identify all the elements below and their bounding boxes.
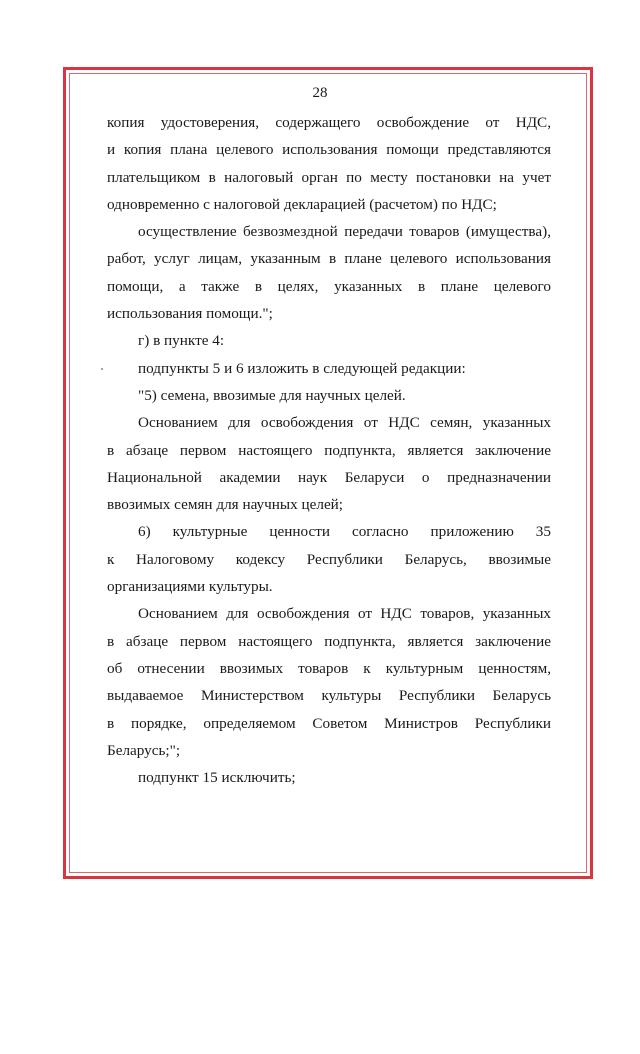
text-line: ввозимых семян для научных целей; (107, 496, 344, 514)
text-line: копия удостоверения, содержащего освобождение от НДС, (107, 114, 551, 131)
text-line: Беларусь;"; (107, 741, 181, 759)
text-line: одновременно с налоговой декларацией (расчетом) по НДС; (107, 195, 497, 213)
text-line: работ, услуг лицам, указанным в плане целевого использования (107, 250, 551, 268)
text-line: подпункты 5 и 6 изложить в следующей редакции: (138, 359, 466, 377)
text-line: организациями культуры. (107, 578, 273, 596)
text-line: использования помощи."; (107, 305, 273, 323)
text-line: г) в пункте 4: (138, 332, 225, 350)
document-body (107, 109, 551, 791)
text-line: 6) культурные ценности согласно приложению 35 (138, 523, 551, 541)
text-line: Основанием для освобождения от НДС семян, указанных (138, 414, 551, 432)
text-line: "5) семена, ввозимые для научных целей. (138, 386, 406, 404)
text-line: Национальной академии наук Беларуси о предназначении (107, 468, 551, 486)
text-line: выдаваемое Министерством культуры Республики Беларусь (107, 687, 551, 705)
page-number: 28 (312, 85, 328, 101)
text-line: подпункт 15 исключить; (138, 769, 296, 787)
scan-speck (101, 368, 103, 370)
text-line: в абзаце первом настоящего подпункта, является заключение (107, 441, 551, 459)
text-line: помощи, а также в целях, указанных в плане целевого (107, 277, 551, 295)
text-line: в абзаце первом настоящего подпункта, является заключение (107, 632, 551, 650)
text-line: в порядке, определяемом Советом Министров Республики (107, 714, 551, 732)
text-line: осуществление безвозмездной передачи товаров (имущества), (138, 223, 551, 241)
text-line: и копия плана целевого использования помощи представляются (107, 141, 551, 159)
text-line: к Налоговому кодексу Республики Беларусь, ввозимые (107, 550, 551, 568)
text-line: Основанием для освобождения от НДС товаров, указанных (138, 605, 551, 623)
text-line: об отнесении ввозимых товаров к культурным ценностям, (107, 659, 551, 677)
text-line: плательщиком в налоговый орган по месту постановки на учет (107, 168, 551, 186)
